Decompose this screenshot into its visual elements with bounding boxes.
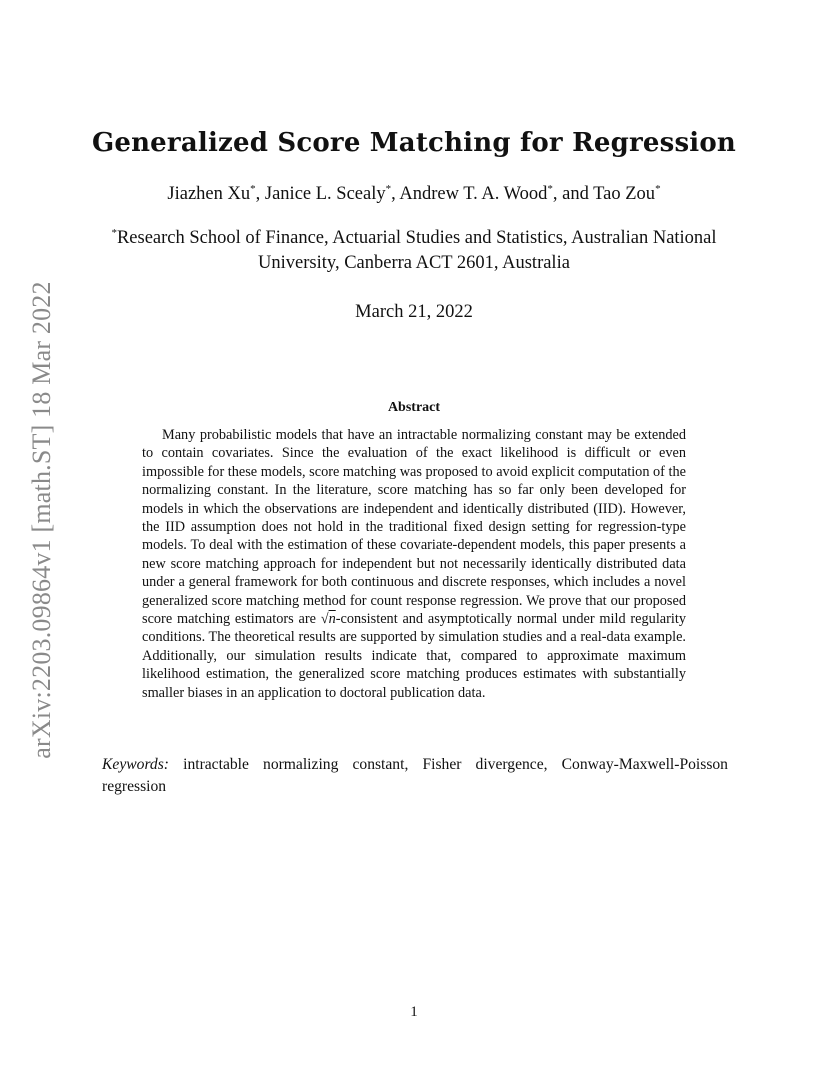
author-name: Andrew T. A. Wood (399, 184, 548, 204)
abstract-text-part-1: Many probabilistic models that have an intractable normalizing constant may be extended to contain covariates. Since the evaluation of the exact likelihood is difficult or even impossible for these models, score matching was proposed to avoid explicit computation of the normalizing constant. In the literature, score matching has so far only been developed for models in which the observations are independent and identically distributed (IID). However, the IID assumption does not hold in the traditional fixed design setting for regression-type models. To deal with the estimation of these covariate-dependent models, this paper presents a new score matching approach for independent but not necessarily identically distributed data under a general framework for both continuous and discrete responses, which includes a novel generalized score matching method for count response regression. We prove that our proposed score matching estimators are (142, 427, 686, 628)
author-affiliation-mark: * (385, 182, 392, 195)
affiliation-text: Research School of Finance, Actuarial Studies and Statistics, Australian National University, Canberra ACT 2601, Australia (116, 228, 717, 273)
keywords-text: intractable normalizing constant, Fisher divergence, Conway-Maxwell-Poisson regression (102, 756, 728, 795)
page-number: 1 (410, 1004, 418, 1020)
paper-title: Generalized Score Matching for Regression (91, 128, 737, 158)
affiliation (100, 226, 728, 276)
math-variable: n (328, 611, 336, 628)
author-name: Jiazhen Xu (167, 184, 251, 204)
abstract-text (142, 426, 686, 702)
keywords (102, 754, 728, 797)
paper-date: March 21, 2022 (355, 302, 473, 322)
keywords-label: Keywords: (102, 756, 169, 773)
author-separator: , (255, 184, 265, 204)
author-name: Tao Zou (593, 184, 656, 204)
arxiv-side-stamp: arXiv:2203.09864v1 [math.ST] 18 Mar 2022 (27, 281, 56, 759)
affiliation-mark: * (111, 226, 117, 239)
sqrt-symbol: √ (320, 611, 329, 628)
author-separator: , (391, 184, 400, 204)
author-affiliation-mark: * (655, 182, 661, 195)
author-separator: , and (552, 184, 594, 204)
abstract-text-part-2: -consistent and asymptotically normal under mild regularity conditions. The theoretical results are supported by simulation studies and a real-data example. Additionally, our simulation results indicate that, compared to approximate maximum likelihood estimation, the generalized score matching produces estimates with substantially smaller biases in an application to doctoral publication data. (142, 611, 686, 701)
author-name: Janice L. Scealy (264, 184, 386, 204)
author-affiliation-mark: * (547, 182, 553, 195)
abstract-heading: Abstract (387, 400, 441, 415)
author-list (0, 184, 828, 205)
author-affiliation-mark: * (250, 182, 256, 195)
